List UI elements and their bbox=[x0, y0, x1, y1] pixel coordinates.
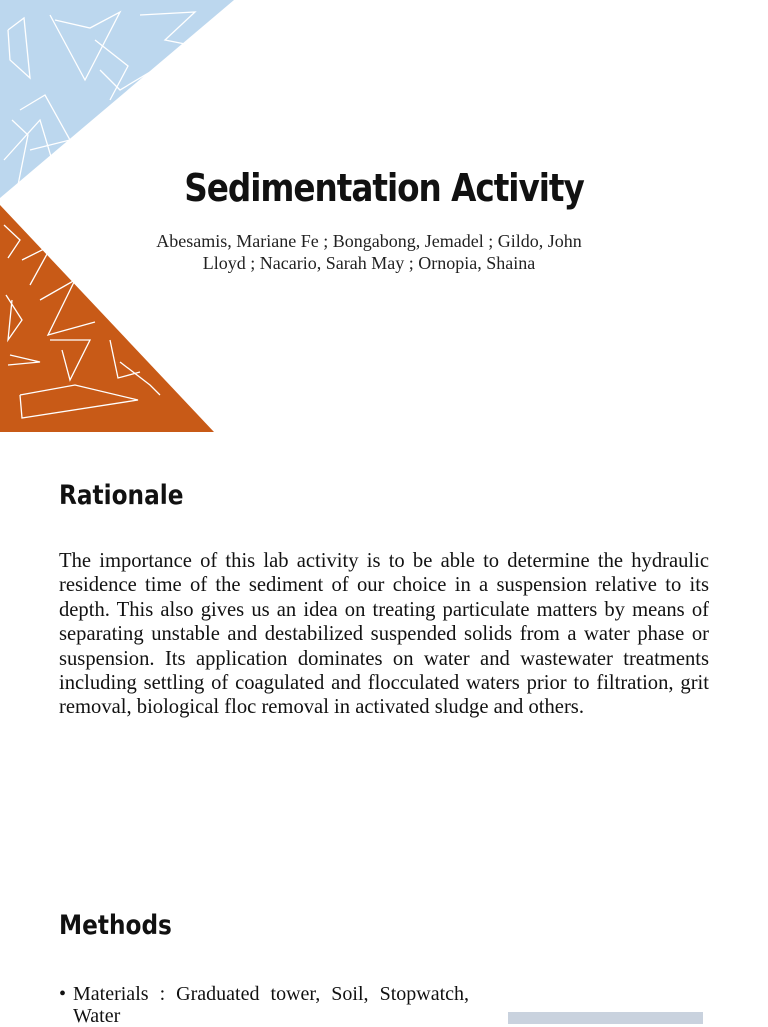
partial-image bbox=[508, 1012, 703, 1024]
list-item-materials bbox=[59, 983, 469, 1027]
methods-heading: Methods bbox=[59, 910, 172, 941]
rationale-text: The importance of this lab activity is to be able to determine the hydraulic residence time of the sediment of our choice in a suspension relative to its depth. This also gives us an idea on treating particulate matters by means of separating unstable and destabilized suspended solids from a water phase or suspension. Its application dominates on water and wastewater treatments including settling of coagulated and flocculated waters prior to filtration, grit removal, biological floc removal in activated sludge and others. bbox=[59, 550, 709, 719]
materials-text: Materials : Graduated tower, Soil, Stopwatch, Water bbox=[73, 983, 469, 1027]
authors-line-1: Abesamis, Mariane Fe ; Bongabong, Jemadel ; Gildo, John bbox=[156, 231, 582, 251]
page-title: Sedimentation Activity bbox=[184, 166, 584, 210]
authors-line-2: Lloyd ; Nacario, Sarah May ; Ornopia, Shaina bbox=[202, 253, 536, 273]
bullet-icon: • bbox=[59, 983, 67, 1005]
rationale-heading: Rationale bbox=[59, 480, 184, 511]
decorative-triangles bbox=[0, 0, 240, 440]
authors bbox=[140, 230, 598, 274]
